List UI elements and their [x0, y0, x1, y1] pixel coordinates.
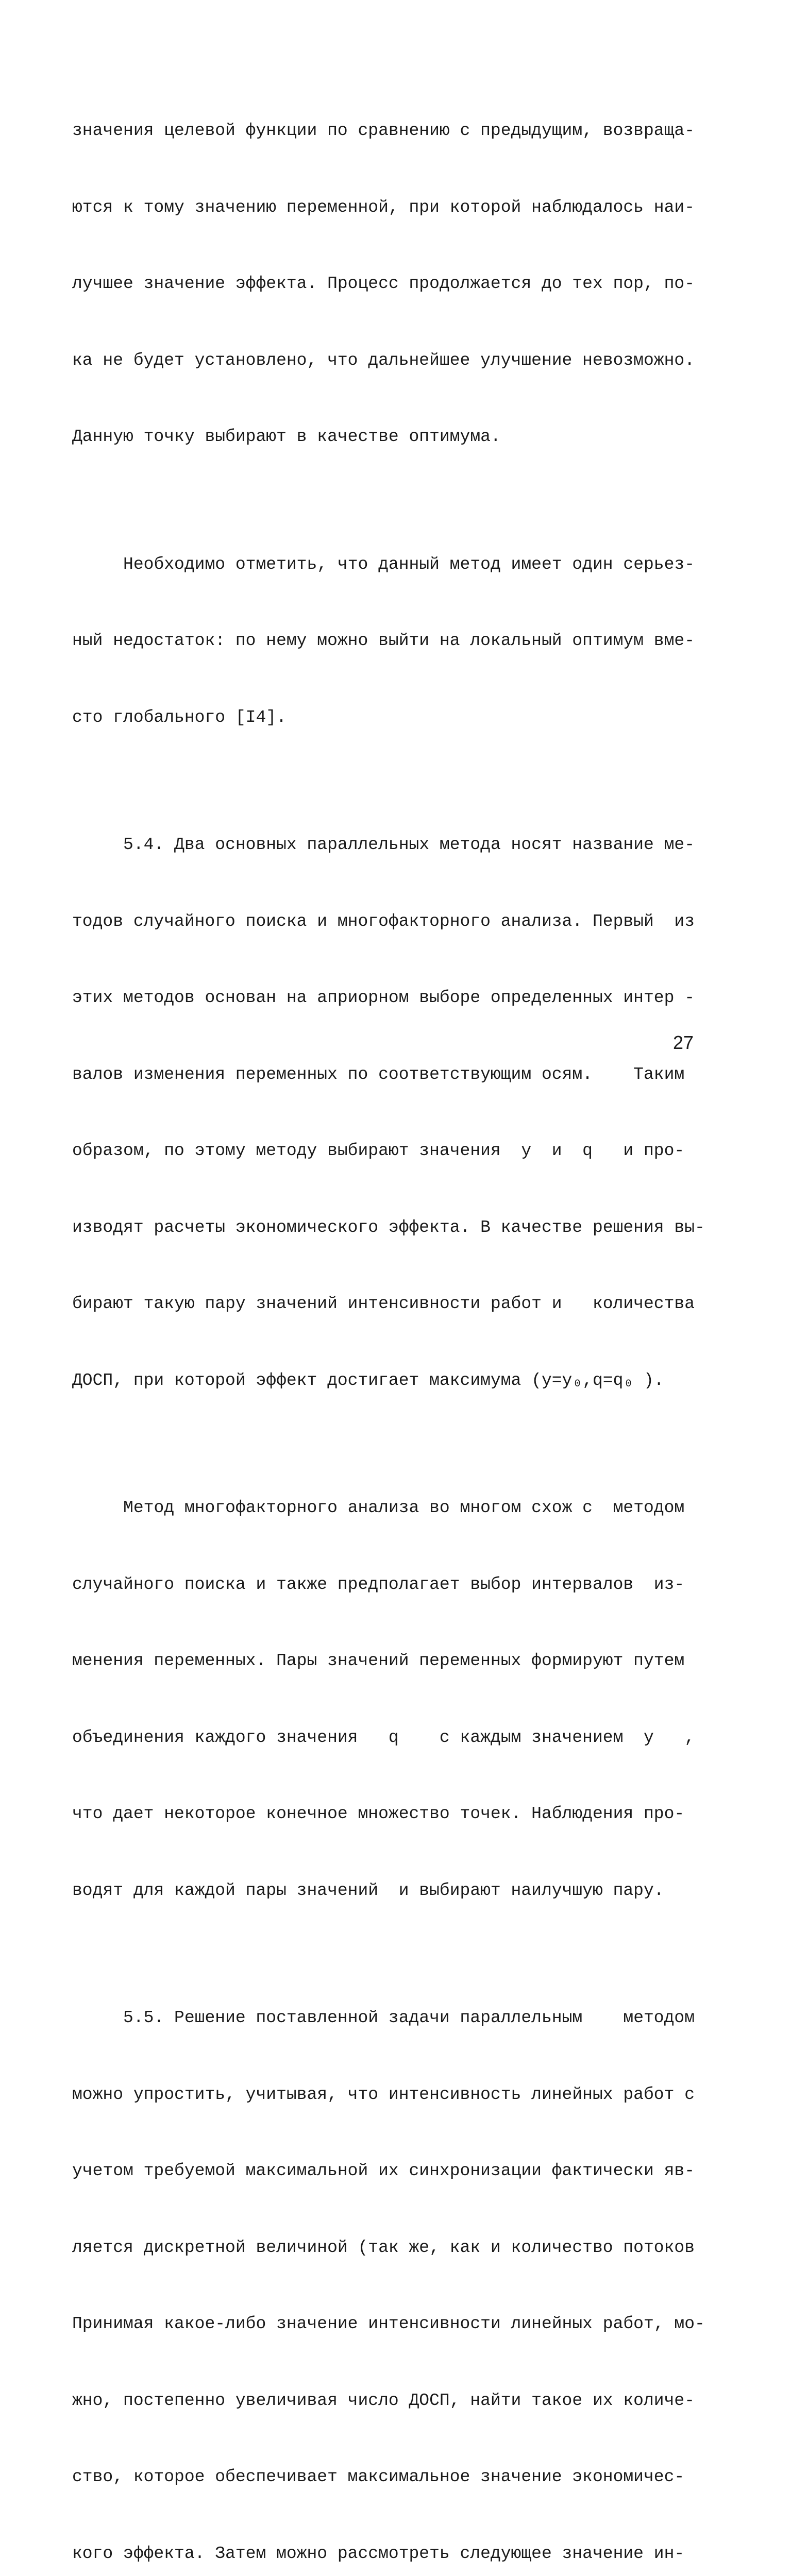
- text-line: Данную точку выбирают в качестве оптимума.: [72, 427, 501, 446]
- paragraph-4: [72, 1444, 721, 1954]
- text-line: 5.4. Два основных параллельных метода носят название ме-: [72, 835, 695, 854]
- text-line: менения переменных. Пары значений переменных формируют путем: [72, 1651, 685, 1670]
- text-line: изводят расчеты экономического эффекта. В качестве решения вы-: [72, 1217, 705, 1237]
- paragraph-1: [72, 67, 721, 501]
- text-line: сто глобального [I4].: [72, 707, 287, 727]
- page-number: 27: [673, 1032, 694, 1053]
- text-line: Необходимо отметить, что данный метод имеет один серьез-: [72, 554, 695, 574]
- text-line: водят для каждой пары значений и выбирают наилучшую пару.: [72, 1880, 664, 1900]
- text-line: тодов случайного поиска и многофакторного анализа. Первый из: [72, 911, 695, 931]
- text-line: 5.5. Решение поставленной задачи параллельным методом: [72, 2008, 695, 2027]
- text-line: ство, которое обеспечивает максимальное значение экономичес-: [72, 2467, 685, 2486]
- paragraph-2: [72, 501, 721, 782]
- text-line: ный недостаток: по нему можно выйти на локальный оптимум вме-: [72, 631, 695, 650]
- paragraph-5: [72, 1954, 721, 2576]
- text-line: образом, по этому методу выбирают значения y и q и про-: [72, 1141, 685, 1160]
- text-line: Метод многофакторного анализа во многом схож с методом: [72, 1498, 685, 1517]
- text-line: учетом требуемой максимальной их синхронизации фактически яв-: [72, 2161, 695, 2180]
- text-line: ются к тому значению переменной, при которой наблюдалось наи-: [72, 197, 695, 217]
- text-line: ка не будет установлено, что дальнейшее улучшение невозможно.: [72, 350, 695, 370]
- text-line: объединения каждого значения q с каждым значением y ,: [72, 1727, 695, 1747]
- document-body: [72, 67, 721, 2576]
- text-line: валов изменения переменных по соответствующим осям. Таким: [72, 1064, 685, 1084]
- text-line: случайного поиска и также предполагает выбор интервалов из-: [72, 1574, 685, 1594]
- text-line: ляется дискретной величиной (так же, как и количество потоков: [72, 2238, 695, 2257]
- text-line: этих методов основан на априорном выборе определенных интер -: [72, 988, 695, 1007]
- text-line: можно упростить, учитывая, что интенсивность линейных работ с: [72, 2084, 695, 2104]
- text-line: кого эффекта. Затем можно рассмотреть следующее значение ин-: [72, 2544, 685, 2563]
- text-line: ДОСП, при которой эффект достигает максимума (y=y₀,q=q₀ ).: [72, 1370, 664, 1390]
- paragraph-3: [72, 781, 721, 1444]
- text-line: бирают такую пару значений интенсивности работ и количества: [72, 1294, 695, 1313]
- text-line: значения целевой функции по сравнению с предыдущим, возвраща-: [72, 121, 695, 140]
- text-line: Принимая какое-либо значение интенсивности линейных работ, мо-: [72, 2314, 705, 2333]
- text-line: жно, постепенно увеличивая число ДОСП, найти такое их количе-: [72, 2391, 695, 2410]
- text-line: лучшее значение эффекта. Процесс продолжается до тех пор, по-: [72, 274, 695, 293]
- text-line: что дает некоторое конечное множество точек. Наблюдения про-: [72, 1804, 685, 1823]
